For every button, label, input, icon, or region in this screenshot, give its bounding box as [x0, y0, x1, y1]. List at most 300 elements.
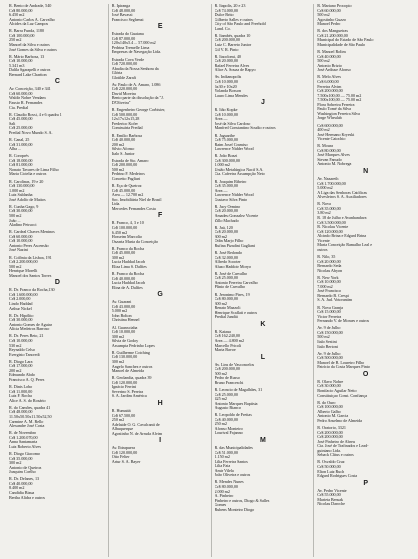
listing-line: Augusto Bianco — [214, 406, 241, 411]
listing-line: Cr$ 20.000,00 — [214, 59, 238, 64]
listing-line: 500 m2 — [317, 59, 330, 64]
listing-line: R. Dr. Hipólito — [9, 313, 34, 318]
listing-line: R. Mendes Nunes — [214, 480, 244, 485]
section-letter-heading: K — [260, 320, 266, 328]
listing-line: Patrício da Costa Marques Pinto — [317, 365, 370, 370]
listing-line: Flora Sobreira Ferreira — [317, 102, 355, 107]
listing-line: Cr$ 150.000,00 — [317, 330, 343, 335]
listing-line: D'Oliveira" — [111, 101, 131, 106]
listing-line: 500 m2 — [9, 264, 22, 269]
listing-line: Alexandre José Costa — [9, 424, 45, 429]
listing-line: José Ardiuse Afonso — [317, 68, 351, 73]
listing-line: Cr$ 130.000,00 — [9, 184, 35, 189]
listing-line: Cr$ 30.000,00 — [9, 209, 33, 214]
listing-line: José Hermano Kryeski — [317, 132, 355, 137]
listing-line: R. Mário Barbosa, 13 — [9, 54, 45, 59]
listing-line: Pedro Anselmo de Almeida — [317, 418, 362, 423]
listing-line: R. Dr. Franco da Rocha,130 — [9, 288, 55, 293]
listing-line: Ferreira Alvim — [317, 84, 342, 89]
listing-line: Luiz F. Rocha — [9, 394, 32, 399]
listing-line: Marieta Bensak — [317, 497, 343, 502]
listing-line: R. Carolinas, 19 e 20 — [9, 179, 44, 184]
listing-line: Cr$ 2.200.000,00 — [9, 260, 38, 265]
listing-line: R. Franco da Rocha — [111, 272, 145, 277]
listing-line: Constituiçao Const. Confiança — [317, 393, 368, 398]
listing-line: Albuquerque — [111, 427, 134, 432]
listing-line: Bento parte da dissolução da "J. — [111, 96, 164, 101]
listing-line: R. Cardeal Chaves Meninos — [9, 230, 55, 235]
listing-line: Pinheiro e outros, Diogo & Salles — [214, 498, 270, 503]
listing-line: Cr$ 500.000,00 — [111, 112, 138, 117]
listing-line: 1.000 m2 — [9, 188, 25, 193]
listing-line: Aluzo Haddoir Moryo — [214, 264, 251, 269]
listing-line: Renato Mazzoli — [214, 306, 241, 311]
listing-line: Comissária Predial — [111, 126, 143, 131]
listing-line: 500 m2 — [317, 335, 330, 340]
listing-line: Maria Bavoe — [214, 348, 236, 353]
listing-line: Seback Clitus e outros — [317, 453, 354, 458]
listing-line: A. Pinheiro — [214, 494, 234, 499]
section-letter-heading: G — [157, 291, 163, 299]
listing-line: Francisco Seghenzi — [111, 17, 144, 22]
listing-line: Manoel dos Santos Torres — [9, 273, 52, 278]
listing-line: João ... — [9, 218, 21, 223]
listing-line: Cr$ 35.000,00 — [317, 206, 341, 211]
column-4 — [313, 4, 416, 557]
listing-line: R. Cunha Gago, 9 — [9, 204, 39, 209]
listing-line: Aladino Petrucci — [9, 223, 37, 228]
listing-line: 300 m2 — [111, 360, 125, 365]
listing-line: 530 m2 — [9, 343, 22, 348]
column-3 — [211, 4, 314, 557]
listing-line: Cr$ 60.000,00 — [317, 8, 341, 13]
listing-line: Cr$ 81.000,00 — [9, 163, 33, 168]
listing-line: Cr$ 60.000,00 — [9, 234, 33, 239]
listing-line: Rufina Pizadini Gagliani — [214, 243, 255, 248]
listing-line: Eliza Lima S. Dalfies — [111, 264, 147, 269]
listing-line: 200 m2 — [111, 142, 125, 147]
listing-line: Silvio Afonso — [111, 147, 135, 152]
listing-line: Cr$ 20.000,00 — [214, 209, 238, 214]
listing-line: Cr$ 500.000,00 — [317, 356, 343, 361]
listing-line: Jorge Wheulab — [317, 116, 342, 121]
listing-line: 6x30 e 10x20 — [214, 84, 237, 89]
listing-line: R. Dr. Delanes, 13 — [9, 477, 40, 482]
listing-line: Paulo Tomé da Silva — [317, 107, 351, 112]
listing-line: Antonio Peres Ascensão — [9, 243, 49, 248]
listing-line: 12x17x12x15,28 — [111, 117, 140, 122]
listing-line: 250 m2 — [9, 38, 22, 43]
listing-line: Manfred Constantino Scudio e outros — [214, 126, 276, 131]
listing-line: Vicente — [317, 238, 330, 243]
listing-line: Washington Ferreira Silva — [317, 111, 360, 116]
listing-line: Av. Lins de Vasconcelos — [214, 362, 255, 367]
listing-line: Área — — [214, 188, 228, 193]
listing-line: Cia. Cafeeira Assumpção Neto — [214, 172, 265, 177]
listing-line: Antonio Marques Baptista — [214, 401, 258, 406]
listing-line: José da Silva Cardoso — [214, 121, 251, 126]
listing-line: Reynaldo Celso — [9, 348, 35, 353]
listing-line: Antonio de Queiroz — [9, 465, 42, 470]
listing-line: Cr$ 80.000,00 — [317, 148, 341, 153]
listing-line: Cr$ 20.000,00 — [214, 230, 238, 235]
listing-line: Cr$ 200.000,00 — [214, 367, 240, 372]
listing-line: José Nazini — [9, 248, 28, 253]
listing-line: Cr$ 21.200.000,00 — [317, 33, 348, 38]
listing-line: R. Osvaldo Cruz — [317, 460, 345, 465]
listing-line: R. Jacy Ormino — [214, 204, 241, 209]
listing-line: Nonato Tavares de Lima Filho — [9, 167, 59, 172]
listing-line: Cr$ 45.000,00 — [111, 188, 136, 193]
listing-line: Cr$ 17.000,00 — [9, 364, 33, 369]
listing-line: Italo Bertoni — [317, 344, 338, 349]
listing-line: Cr$ 3.500.000,00 — [317, 220, 346, 225]
listing-line: Av. 9 de Julho — [317, 326, 341, 331]
listing-line: Fausto R. Fernandes — [9, 101, 43, 106]
listing-line: Av. Ibirapuera — [111, 446, 135, 451]
listing-line: Pedrino F. Medeiros — [111, 172, 145, 177]
listing-line: Lourival Fajanno — [214, 431, 243, 436]
listing-line: Agostinho N. de Arruda Alvim — [111, 431, 163, 436]
listing-line: Assumpta Pedrinho Lopes — [111, 343, 155, 348]
listing-line: Henrique Scaflati e outros — [214, 310, 258, 315]
listing-line: Av. Pedro Vicente — [317, 488, 347, 493]
listing-line: Antonio Ferreira Carvalho — [214, 280, 258, 285]
listing-line: Cr$ 40.000,00 — [317, 54, 341, 59]
listing-line: Cia. Predial — [9, 105, 29, 110]
listing-line: R. Eça de Queiroz — [111, 184, 142, 189]
listing-line: Al. Guanxciaba — [111, 325, 138, 330]
listing-line: R. Olavo Nobre — [317, 379, 344, 384]
section-letter-heading: P — [363, 479, 368, 487]
listing-line: Cr$ 100.000,00 — [317, 405, 343, 410]
listing-line: R. de Novembro — [9, 431, 37, 436]
listing-line: R. do Camões, quadra 41 — [9, 405, 51, 410]
listing-line: Zillo Machado — [214, 218, 239, 223]
listing-line: Stevan Fanudo — [317, 157, 342, 162]
listing-line: Cr$ 32.000,00 — [214, 255, 238, 260]
listing-line: 425 m2 — [214, 397, 227, 402]
listing-line: Cr$ 10.000,00 — [111, 330, 136, 335]
listing-line: Artur S. A. Bayer — [111, 459, 141, 464]
listing-line: Soc. Imobiliária Niel de Brasil — [111, 197, 162, 202]
listing-line: R. dos Mangueiras — [317, 29, 348, 34]
listing-line: Lindo Haddad — [9, 301, 33, 306]
listing-line: Cr$ 60.000,00 — [9, 91, 33, 96]
listing-line: Cr$ 120.000,00 — [317, 229, 343, 234]
listing-line: Adelaide O. G. Cavalcanti de — [111, 422, 160, 427]
listing-line: Área — 12.700 m2 — [111, 193, 144, 198]
listing-line: Cr$ 720.000,00 — [111, 62, 138, 67]
listing-line: Municipalidade de São Paulo — [317, 42, 366, 47]
listing-line: Estrada de Sto. Amaro — [111, 158, 149, 163]
listing-line: José Pinheiro de Abreu — [317, 439, 355, 444]
listing-line: Otto Felter — [111, 455, 130, 460]
listing-line: Plinio de Carvalho — [214, 285, 246, 290]
listing-line: Cr$ 10.000,00 — [9, 239, 33, 244]
listing-line: Alfredo Scooter — [214, 260, 241, 265]
listing-line: R. João Bozzi — [214, 154, 238, 159]
section-letter-heading: J — [260, 99, 265, 107]
listing-line: João Oliveira e outros — [214, 473, 251, 478]
listing-line: Agostinho Guzzo — [317, 17, 346, 22]
listing-line: R. Nilo, 35 — [317, 254, 336, 259]
listing-line: Cr$ 10.000,00 — [317, 280, 341, 285]
listing-line: R. Engenheiro George Corbisier, — [111, 108, 166, 113]
listing-line: Cr$ 75.000,00 — [214, 138, 238, 143]
listing-line: Estrada do Guaiana — [111, 32, 144, 37]
listing-line: Manoel da Silva e outros — [9, 42, 50, 47]
listing-line: Cr$ 2.000,00 — [9, 297, 31, 302]
listing-line: José Bavassi — [111, 13, 133, 18]
listing-line: Cr$ 100.000,00 — [111, 225, 138, 230]
listing-line: 500 m2 — [9, 214, 22, 219]
listing-line: José Francisco — [317, 289, 342, 294]
listing-line: Mercedes Fernandes Costa — [111, 206, 156, 211]
listing-line: Ltda. — [111, 202, 121, 207]
listing-line: Edgard Rodrigues Costa — [317, 474, 358, 479]
listing-line: Luiz Saldanha — [9, 193, 33, 198]
listing-line: Henrique Morelli — [9, 269, 38, 274]
listing-line: Cr$ 40.000,00 — [214, 417, 238, 422]
listing-line: Municipal do Estado de São Paulo — [317, 38, 374, 43]
listing-line: Cr$ 43.000,00 — [111, 304, 136, 309]
listing-line: R. Manoel Rolim — [317, 50, 346, 55]
listing-line: 8.400 m2 — [9, 486, 25, 491]
listing-line: Lucia Haddad Jacob — [111, 260, 146, 265]
listing-line: Av. Nazareth — [317, 177, 339, 182]
listing-line: R. Jaú, 120 — [214, 225, 233, 230]
listing-line: Fernando V. de Moraes e outros — [317, 319, 370, 324]
listing-line: Cr$ 80.000,00 — [214, 297, 238, 302]
listing-line: Lilia Ferreira Santos — [214, 459, 248, 464]
listing-line: R. Oratorio, 3321 — [317, 426, 346, 431]
listing-line: R. New York — [317, 275, 339, 280]
listing-line: Cr$ 200.000,00 — [317, 430, 343, 435]
listing-line: Bernard Lake Chariton — [9, 72, 47, 77]
listing-line: John Bolton — [111, 313, 132, 318]
listing-line: Cr$ 200.000,00 — [317, 89, 343, 94]
section-letter-heading: I — [159, 437, 162, 445]
listing-line: Cr$ 45.000,00 — [111, 251, 136, 256]
listing-line: R. do Ouro — [317, 400, 336, 405]
listing-line: Alícia Medeiros Barroso — [9, 327, 50, 332]
listing-line: Bertha Alidra e outros — [9, 495, 45, 500]
listing-line: R. Melo Alves — [317, 75, 341, 80]
listing-line: Área — 4.800 m2 — [214, 338, 244, 343]
listing-line: 6.450 m2 — [111, 230, 128, 235]
listing-line: Cr$ 200.000,00 — [317, 435, 343, 440]
listing-line: 500 m2 — [214, 371, 227, 376]
listing-line: Ignácio Ferrini — [111, 385, 137, 390]
listing-line: Av. Paulo de A. Amaro, 1.086 — [111, 82, 161, 87]
listing-line: Lucia Haddad Jacob — [111, 281, 146, 286]
listing-line: Cr$ 162.240,00 — [214, 334, 240, 339]
listing-line: Anna Santamaria — [9, 440, 38, 445]
listing-line: R. Diogo Giacomo — [9, 451, 40, 456]
listing-line: Cr$ 80.000,00 — [9, 8, 33, 13]
listing-line: 2.000 m2 — [214, 489, 230, 494]
listing-line: Cr$ 30.000,00 — [317, 384, 341, 389]
listing-line: outros — [317, 247, 328, 252]
listing-line: Bernardo Seda — [317, 264, 342, 269]
listing-line: Maria Cicielia e outros — [9, 172, 47, 177]
listing-line: Pedro de Russo — [214, 376, 240, 381]
listing-line: Av. Indianopolis — [214, 75, 242, 80]
listing-line: Estrada Cova Verde — [111, 57, 145, 62]
listing-line: 300 m2 — [9, 461, 22, 466]
listing-line: 5.341 m3 — [9, 63, 25, 68]
listing-line: José Adolfo de Mattos — [9, 197, 46, 202]
listing-line: R. Ipiranga — [111, 4, 131, 8]
listing-line: Cr$ 120.000,00 — [111, 450, 138, 455]
listing-line: Joaquim Coelho — [9, 470, 36, 475]
listing-line: 7.500x100,00 — 75.00 m2 — [317, 93, 362, 98]
listing-line: R. Leoncio de Magalhães, 31 — [214, 387, 263, 392]
listing-line: Empresas de Navegação Ltda. — [111, 50, 162, 55]
listing-line: R. José de Carvalho — [214, 271, 248, 276]
section-letter-heading: C — [54, 78, 60, 86]
listing-line: Nicolau Abyon — [317, 268, 343, 273]
listing-line: R. Bento de Andrade, 540 — [9, 4, 52, 8]
listing-line: Cia. José de Trafinados e Lead- — [317, 444, 369, 449]
listing-line: 500 m2 — [317, 13, 330, 18]
listing-line: R. Kaiaua — [214, 329, 231, 334]
listing-line: Manoel de Almeida — [111, 369, 144, 374]
listing-line: R. Dinis Lobo — [9, 385, 33, 390]
listing-line: R. Joaquim Ribeiro — [214, 179, 247, 184]
listing-line: R. Itapolis, 20 e 23 — [214, 4, 246, 8]
listing-line: R. Canal, 25 — [9, 138, 30, 143]
listing-line: Cr$ 31.000,00 — [9, 142, 33, 147]
listing-line: Cr$ 120.000,00 — [111, 380, 138, 385]
listing-line: Alcindo Brina e Edgard Brina — [317, 234, 367, 239]
listing-line: guiniano Ltda. — [317, 448, 341, 453]
listing-line: Alberto Galbo — [317, 409, 341, 414]
listing-line: Av. 9 de Julho — [317, 351, 341, 356]
listing-line: S. A. Jud. Votorantim — [317, 298, 353, 303]
listing-line: Raim Josef Cramiso — [214, 142, 248, 147]
listing-line: Manoel de B. Loureiro Filho — [317, 360, 365, 365]
listing-line: Rafael Ferreira Alves — [214, 63, 250, 68]
listing-line: Bruno Franceschi — [214, 380, 244, 385]
listing-line: Cr$ 200.000,00 — [111, 163, 138, 168]
listing-line: Cr$ 10.000,00 — [9, 338, 33, 343]
listing-line: Bonifacio Aguilar Netto — [317, 389, 357, 393]
listing-line: R. Mariano Procopio — [317, 4, 352, 8]
listing-line: Victor Ferreira — [317, 314, 342, 319]
listing-line: R. Franco da Rocha — [111, 246, 145, 251]
listing-line: Área — — [214, 117, 228, 122]
listing-line: R. das Municipalidades — [214, 446, 253, 451]
listing-line: Odin Marjo Filho — [214, 239, 244, 244]
listing-line: R. Humaitá — [111, 409, 131, 413]
listing-line: R. Franco, 4, 3 e 10 — [111, 221, 144, 226]
listing-line: 400 m2 — [317, 128, 330, 133]
listing-line: Cr$ 35.000,00 — [9, 456, 33, 461]
listing-line: Glotilde Zarafi — [111, 75, 136, 80]
listing-line: União Metalúrgica Nacif S.A. — [214, 167, 264, 172]
listing-line: R. Claudio Rossi, 4 e 6 quadra 1 — [9, 112, 62, 117]
listing-line: Land. Co. — [214, 26, 231, 31]
listing-line: Cr$ 35.000,00 — [214, 184, 238, 189]
listing-line: Cr$ 51.000,00 — [214, 450, 238, 455]
listing-line: Antonio Carlos A. Carvalho — [9, 17, 55, 22]
listing-line: Cr$ 200.000,00 — [214, 38, 240, 43]
listing-line: Cr$ 10.000,00 — [9, 59, 33, 64]
listing-line: City of São Paulo and Freehold — [214, 22, 266, 27]
listing-line: Cr$ 600.000,00 — [317, 123, 343, 128]
listing-line: Cr$ 1.700.000,00 — [317, 181, 346, 186]
listing-line: R. Moura — [317, 144, 333, 149]
listing-line: Italo S. Junior — [111, 151, 135, 156]
listing-line: Elina de A. Dalfies — [111, 285, 143, 290]
listing-line: 300 m2 — [111, 255, 125, 260]
listing-line: Candidia Bizua — [9, 490, 35, 495]
listing-line: Alvesleiros S. A. Auxiliadores — [317, 195, 367, 200]
listing-line: Av. Conceição, 340 e 341 — [9, 87, 51, 92]
listing-line: Severino S. Pereira — [111, 389, 144, 394]
listing-line: Francisco A. Q. Peres — [9, 377, 45, 382]
listing-line: Cr$ 48.000,00 — [9, 410, 33, 415]
listing-line: R. Emilio Barbosa — [111, 133, 142, 138]
listing-line: Cr$ 20.000,00 — [317, 259, 341, 264]
listing-line: Antonio M. Garcia — [317, 414, 349, 419]
listing-line: Manoel Pedro — [317, 22, 341, 27]
listing-line: Silvia de Godoy — [111, 339, 139, 344]
listing-line: Marcello Pricoli — [214, 343, 242, 348]
listing-line: Cr$ 10.000,00 — [214, 112, 238, 117]
listing-line: Yolanda Bosson — [214, 89, 241, 94]
listing-line: R. Colônia da Lisboa, 191 — [9, 255, 52, 260]
section-letter-heading: N — [363, 168, 369, 176]
listing-line: Antonio Brizio — [317, 63, 342, 68]
listing-line: Maria Conceição Ramalho Leal e — [317, 243, 373, 248]
listing-line: 300 m2 — [214, 301, 227, 306]
listing-line: R. Nova — [317, 202, 331, 207]
listing-line: R. Coroprés — [9, 154, 29, 159]
listing-line: Alcides da Luz Campos — [9, 22, 49, 27]
listing-line: 250 m2 — [111, 418, 125, 423]
listing-line: 300 m2 — [214, 234, 227, 239]
listing-line: Nicolau Daroche — [317, 502, 345, 507]
listing-line: 200 m2 — [9, 368, 22, 373]
listing-line: Cr$ 45.000,00 — [9, 117, 33, 122]
listing-line: Waldir Nobre Vendam — [9, 96, 46, 101]
listing-line: R. Guilherme Cotching — [111, 350, 150, 355]
listing-line: Lauro Lima Mendes — [214, 93, 248, 98]
listing-line: Italo Sestini — [317, 340, 337, 345]
section-letter-heading: E — [157, 23, 163, 31]
column-2 — [108, 4, 211, 557]
listing-line: Cr$ 74.000,00 — [214, 8, 238, 13]
listing-line: Afonso Monteiro — [214, 426, 243, 431]
listing-line: Cr$ 1.600.000,00 — [9, 292, 38, 297]
section-letter-heading: L — [260, 353, 265, 361]
listing-line: Glória — [111, 71, 123, 76]
listing-line: R. Itacolomi, 40 — [214, 54, 241, 59]
listing-line: 7.500x100,00 — 75.00 m2 — [317, 98, 362, 103]
listing-line: Dulce Brito — [214, 13, 234, 18]
listing-line: Cr$ 40.000,00 — [111, 138, 136, 143]
listing-line: 6.450 m2 — [9, 13, 25, 18]
listing-line: Angelo Sanchez e outros — [111, 364, 153, 369]
listing-line: R. Leopoldo de Freitas — [214, 413, 252, 418]
listing-line: Cr$ 87.000,00 — [111, 36, 136, 41]
listing-line: Alba ... — [9, 147, 21, 152]
listing-line: Abadia da Nossa Senhora da — [111, 66, 159, 71]
listing-line: José Gomes da Silva e outros — [9, 47, 57, 52]
